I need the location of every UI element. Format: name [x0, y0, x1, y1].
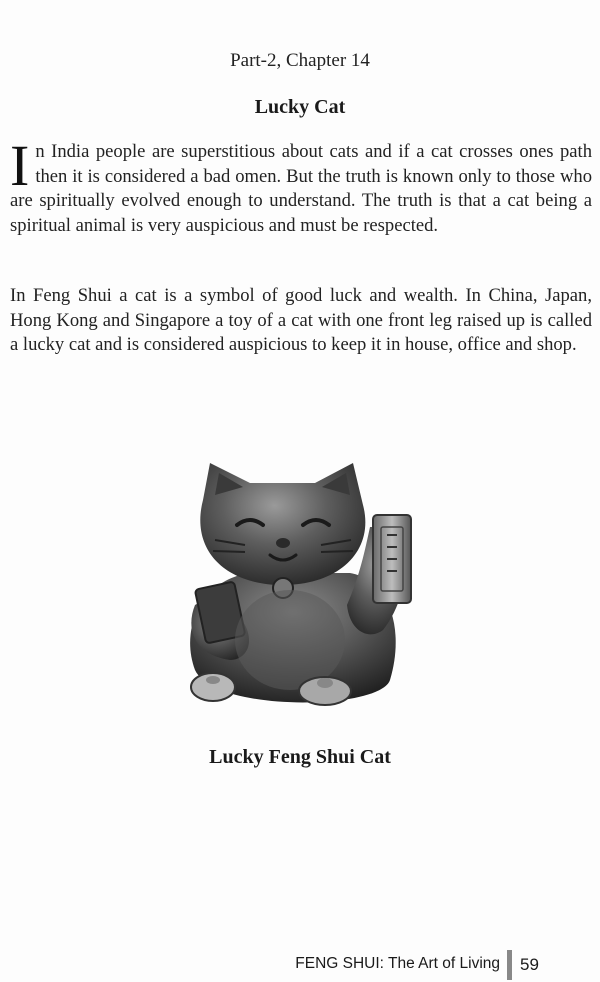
- page-title: Lucky Cat: [254, 96, 346, 118]
- paragraph-1: [10, 133, 592, 238]
- footer-book-title: FENG SHUI: The Art of Living: [295, 955, 500, 972]
- paragraph-1-text: n India people are superstitious about cats and if a cat crosses ones path then it is considered a bad omen. But the truth is known only to those who are spiritually evolved enough to understand. The truth is that a cat being a spiritual animal is very auspicious and must be respected.: [10, 141, 592, 236]
- lucky-cat-figure: [175, 455, 425, 725]
- lucky-cat-figurine-icon: [175, 455, 425, 725]
- chapter-heading: Part-2, Chapter 14: [230, 50, 370, 71]
- drop-cap: I: [10, 133, 30, 198]
- page-number: 59: [520, 955, 539, 974]
- paragraph-2: In Feng Shui a cat is a symbol of good luck and wealth. In China, Japan, Hong Kong and Singapore a toy of a cat with one front leg raised up is called a lucky cat and is considered auspicious to keep it in house, office and shop.: [10, 285, 592, 356]
- footer-divider: [507, 950, 512, 980]
- figure-caption: Lucky Feng Shui Cat: [209, 746, 391, 768]
